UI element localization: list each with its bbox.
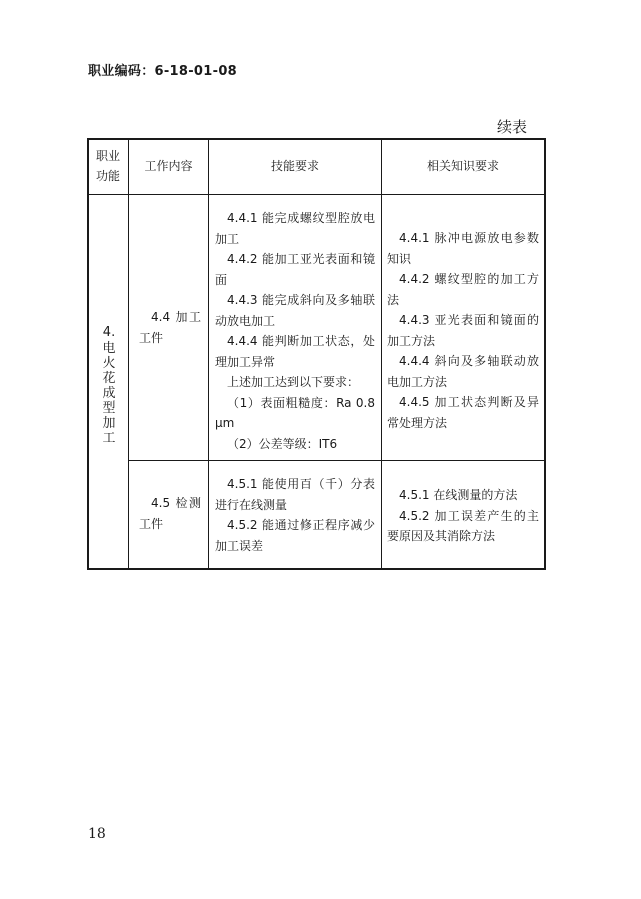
row2-knowledge	[387, 485, 539, 547]
page-number: 18	[88, 826, 106, 842]
skill-item: 4.4.4 能判断加工状态，处理加工异常	[215, 334, 375, 369]
function-char: 工	[102, 431, 116, 446]
skill-item: 上述加工达到以下要求：	[227, 375, 360, 389]
occupation-code: 职业编码：6-18-01-08	[88, 64, 238, 79]
content-text: 4.4 加工工件	[139, 310, 201, 345]
row2-skills	[215, 474, 375, 556]
row1-knowledge	[387, 228, 539, 433]
header-function: 职业功能	[95, 149, 120, 183]
knowledge-item: 4.5.1 在线测量的方法	[399, 488, 518, 502]
header-skills: 技能要求	[270, 159, 319, 173]
function-label	[99, 325, 119, 446]
skill-item: 4.4.1 能完成螺纹型腔放电加工	[215, 211, 375, 246]
function-char: 电	[102, 341, 116, 356]
skill-item: （1）表面粗糙度：Ra 0.8 μm	[215, 395, 375, 430]
row-divider	[128, 460, 544, 461]
function-number: 4.	[102, 325, 116, 340]
col-divider-1	[128, 140, 129, 568]
col-divider-2	[208, 140, 209, 568]
header-knowledge: 相关知识要求	[426, 159, 499, 173]
header-content: 工作内容	[144, 159, 193, 173]
function-char: 成	[102, 386, 116, 401]
knowledge-item: 4.5.2 加工误差产生的主要原因及其消除方法	[387, 508, 539, 543]
skill-item: 4.4.3 能完成斜向及多轴联动放电加工	[215, 293, 375, 328]
function-char: 火	[102, 356, 116, 371]
knowledge-item: 4.4.1 脉冲电源放电参数知识	[387, 231, 539, 266]
function-char: 型	[102, 401, 116, 416]
skill-item: 4.5.2 能通过修正程序减少加工误差	[215, 518, 375, 553]
skill-item: （2）公差等级：IT6	[227, 436, 338, 451]
knowledge-item: 4.4.3 亚光表面和镜面的加工方法	[387, 313, 539, 348]
skills-table	[87, 138, 546, 570]
skill-item: 4.4.2 能加工亚光表面和镜面	[215, 252, 375, 287]
knowledge-item: 4.4.5 加工状态判断及异常处理方法	[387, 395, 539, 430]
col-divider-3	[381, 140, 382, 568]
row1-skills	[215, 208, 375, 454]
content-text: 4.5 检测工件	[139, 496, 201, 531]
row1-content	[139, 307, 201, 348]
knowledge-item: 4.4.4 斜向及多轴联动放电加工方法	[387, 354, 539, 389]
header-divider	[89, 194, 544, 195]
function-char: 加	[102, 416, 116, 431]
row2-content	[139, 493, 201, 534]
continuation-label: 续表	[497, 118, 528, 136]
skill-item: 4.5.1 能使用百（千）分表进行在线测量	[215, 477, 375, 512]
knowledge-item: 4.4.2 螺纹型腔的加工方法	[387, 272, 539, 307]
function-char: 花	[102, 371, 116, 386]
